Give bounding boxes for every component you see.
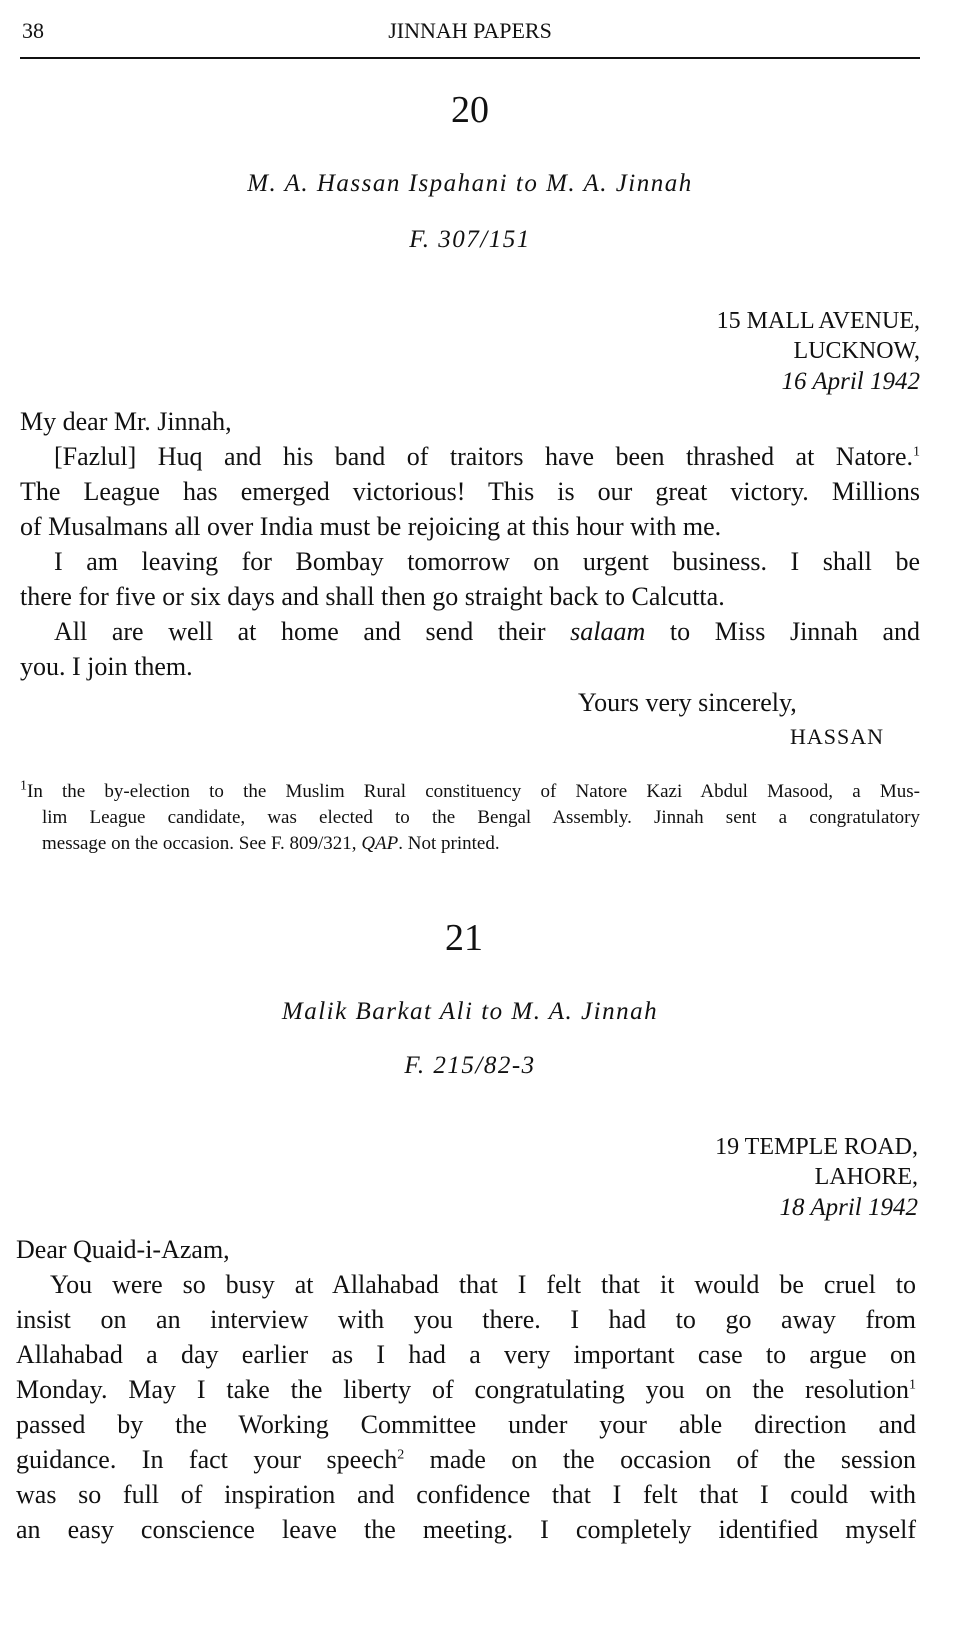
- footnote-ref: 1: [909, 1377, 916, 1393]
- sender-address-line: 19 TEMPLE ROAD,: [715, 1134, 918, 1160]
- body-line: The League has emerged victorious! This is our great victory. Millions: [20, 477, 920, 506]
- body-line: [Fazlul] Huq and his band of traitors have been thrashed at Natore.$^1$: [54, 442, 920, 471]
- body-line: You were so busy at Allahabad that I felt that it would be cruel to: [50, 1270, 916, 1299]
- sender-address-city: LAHORE,: [814, 1164, 918, 1190]
- document-number: 21: [445, 917, 483, 959]
- running-title: JINNAH PAPERS: [388, 18, 552, 43]
- body-line: guidance. In fact your speech$^2$ made on the occasion of the session: [16, 1445, 916, 1474]
- letter-date: 16 April 1942: [781, 368, 920, 395]
- letter-title: M. A. Hassan Ispahani to M. A. Jinnah: [247, 170, 693, 197]
- body-line: passed by the Working Committee under your able direction and: [16, 1410, 916, 1439]
- letter-body: [20, 404, 920, 684]
- page-number: 38: [22, 18, 44, 43]
- body-line: was so full of inspiration and confidence that I felt that I could with: [16, 1480, 916, 1509]
- body-line: All are well at home and send their salaam to Miss Jinnah and: [54, 617, 921, 646]
- signature: HASSAN: [789, 724, 884, 749]
- salutation: Dear Quaid-i-Azam,: [16, 1235, 230, 1264]
- salutation: My dear Mr. Jinnah,: [20, 407, 232, 436]
- sender-address-city: LUCKNOW,: [793, 338, 920, 364]
- footnote-ref: 2: [397, 1447, 405, 1463]
- sender-address-line: 15 MALL AVENUE,: [716, 308, 920, 334]
- body-line: you. I join them.: [20, 652, 193, 681]
- letter-title: Malik Barkat Ali to M. A. Jinnah: [281, 998, 659, 1025]
- letter-date: 18 April 1942: [779, 1194, 918, 1221]
- file-reference: F. 307/151: [409, 226, 531, 253]
- footnote-mark: 1: [20, 778, 27, 794]
- footnote-ref: 1: [913, 444, 920, 460]
- file-reference: F. 215/82-3: [404, 1052, 536, 1079]
- closing: Yours very sincerely,: [578, 688, 797, 717]
- body-line: of Musalmans all over India must be rejoicing at this hour with me.: [20, 512, 722, 541]
- body-line: I am leaving for Bombay tomorrow on urgent business. I shall be: [54, 547, 920, 576]
- document-number: 20: [451, 89, 489, 131]
- letter-body: [16, 1232, 916, 1547]
- body-line: there for five or six days and shall then go straight back to Calcutta.: [20, 582, 725, 611]
- body-line: insist on an interview with you there. I had to go away from: [16, 1305, 916, 1334]
- body-line: Allahabad a day earlier as I had a very important case to argue on: [16, 1340, 916, 1369]
- body-line: Monday. May I take the liberty of congratulating you on the resolution$^1$: [16, 1375, 916, 1404]
- body-line: an easy conscience leave the meeting. I completely identified myself: [16, 1515, 916, 1544]
- header-rule: [20, 57, 920, 59]
- footnote: $^1$In the by-election to the Muslim Rural constituency of Natore Kazi Abdul Masood, a Mus- lim League candidate, was elected to the Bengal Assembly. Jinnah sent a congratulatory message on the occasion. See F. 809/321, QAP. Not printed.: [20, 778, 920, 854]
